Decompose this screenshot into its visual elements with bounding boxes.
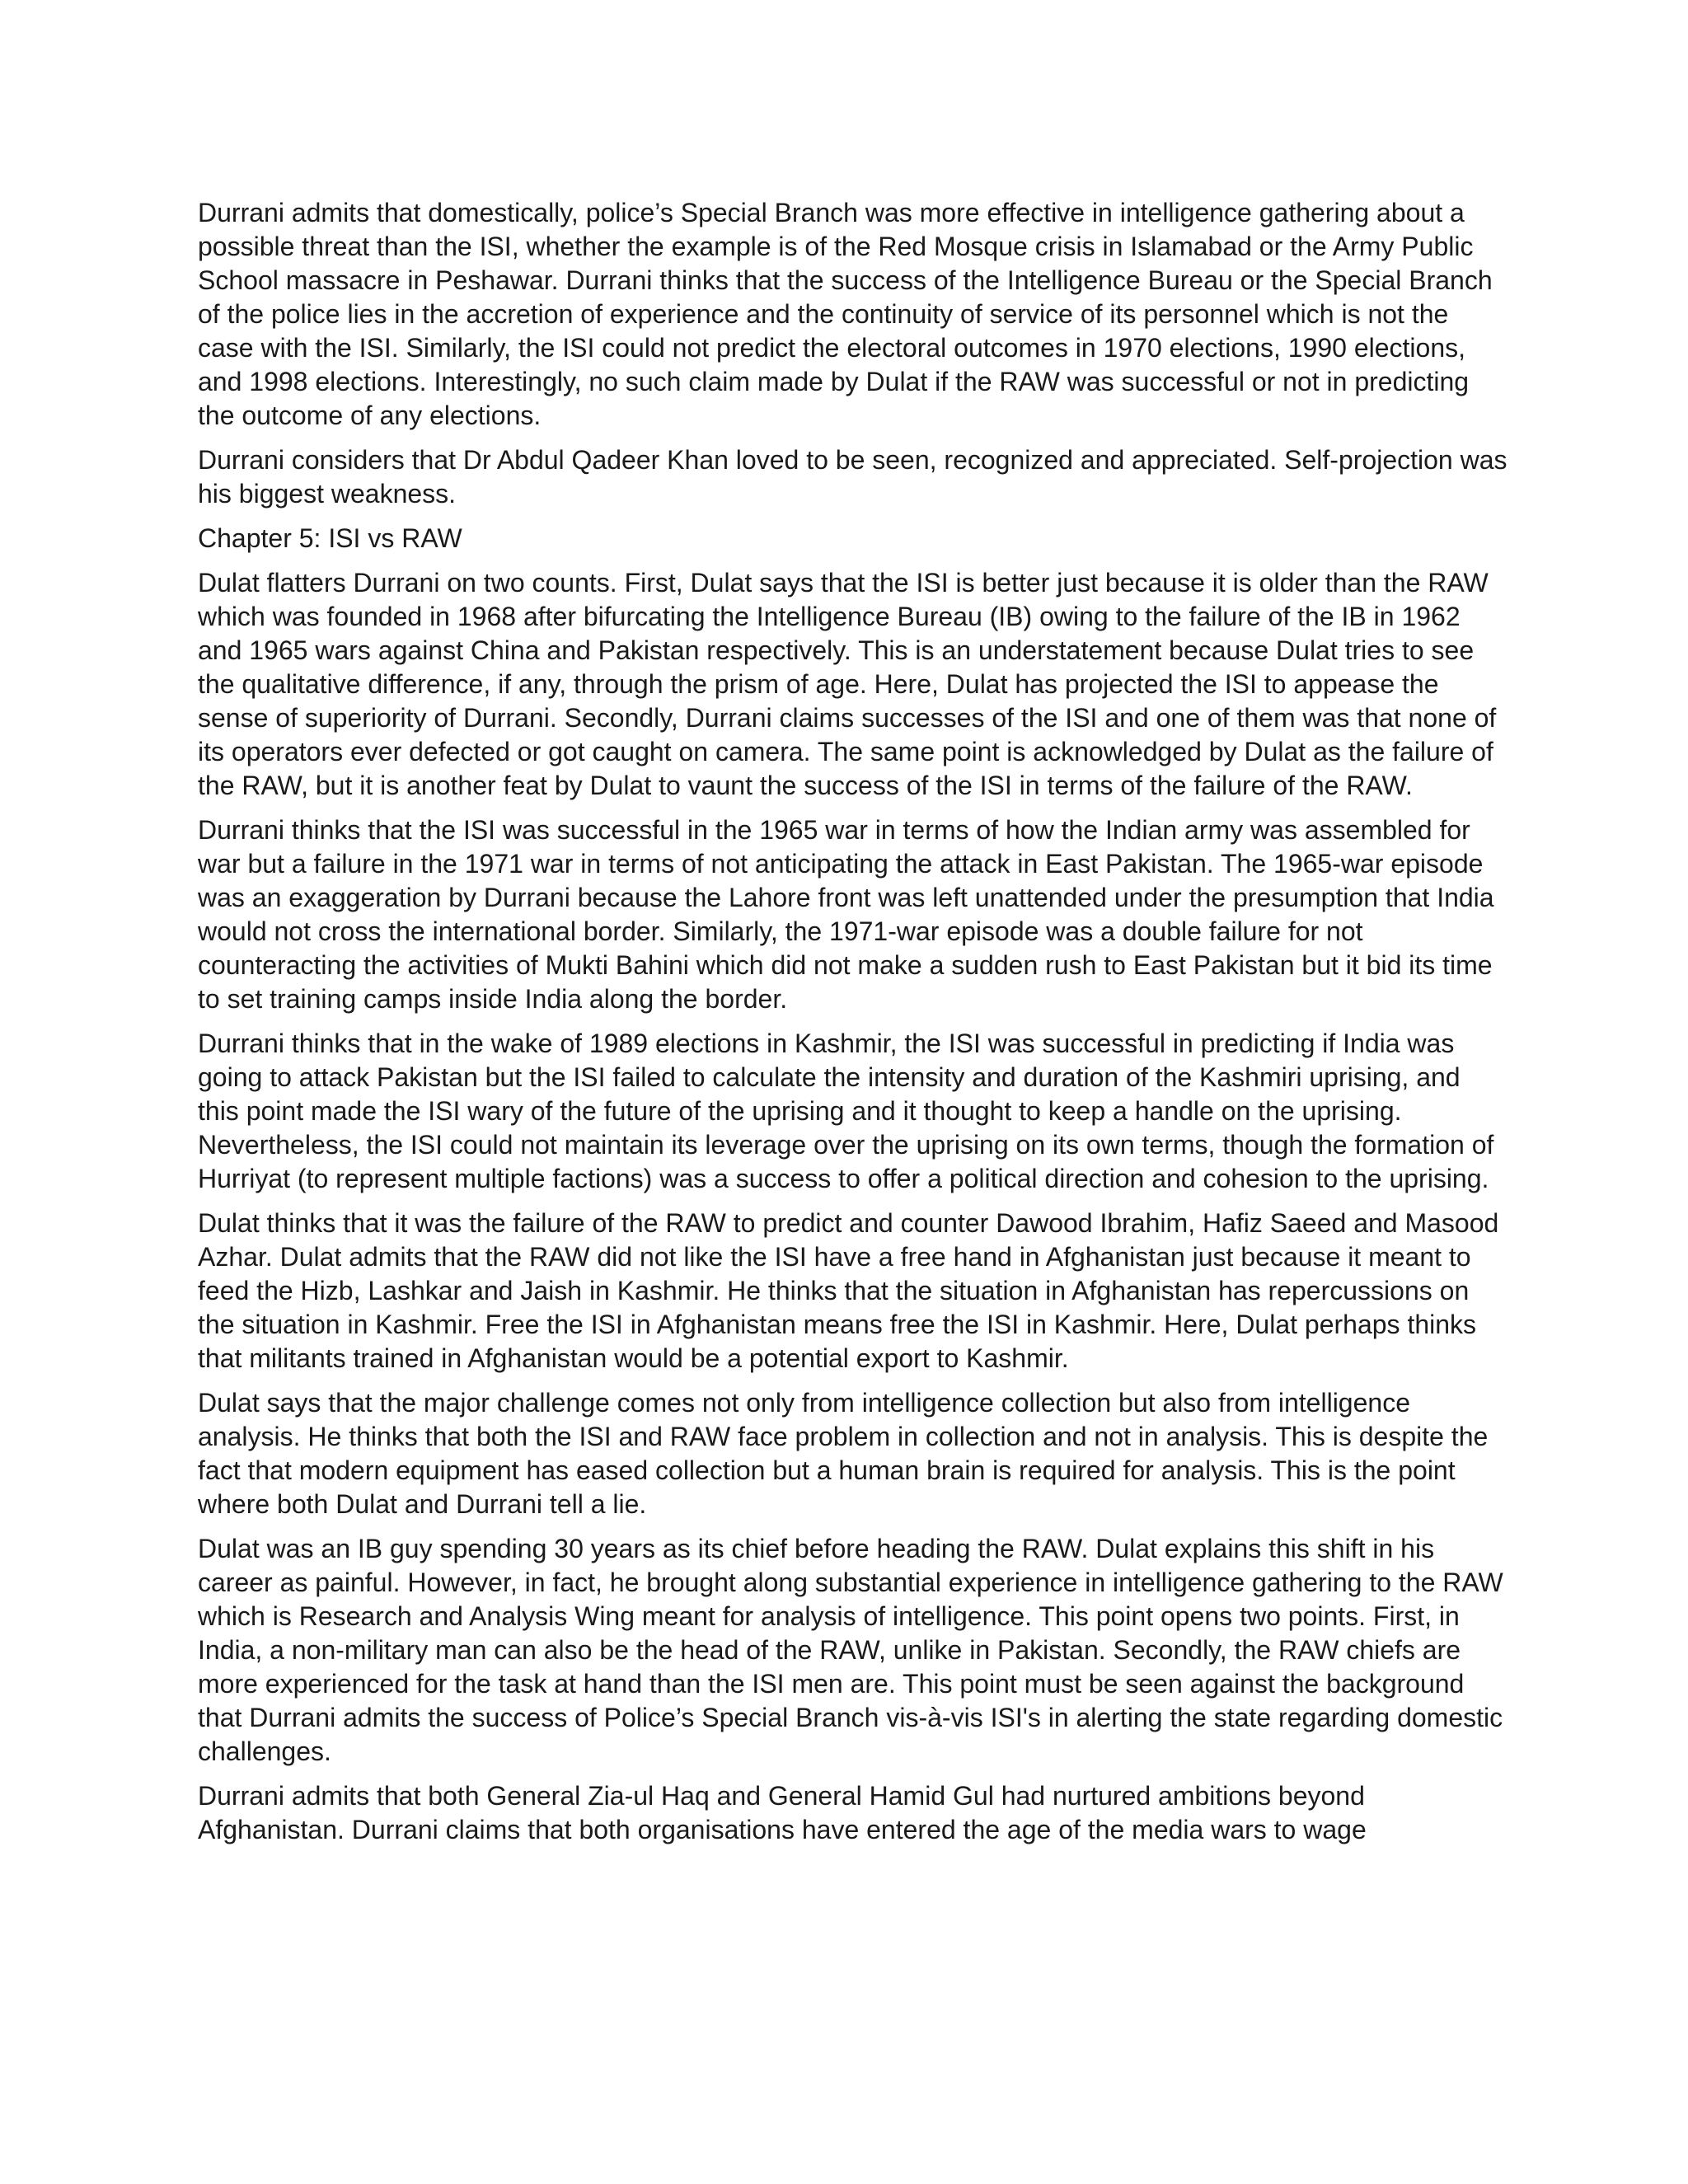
chapter-heading: Chapter 5: ISI vs RAW — [198, 523, 462, 553]
paragraph-media-wars: Durrani admits that both General Zia-ul Haq and General Hamid Gul had nurtured ambitions beyond Afghanistan. Durrani claims that both organisations have entered the age of the media wars to wage — [198, 1781, 1367, 1844]
paragraph-dulat-career: Dulat was an IB guy spending 30 years as its chief before heading the RAW. Dulat explains this shift in his career as painful. However, in fact, he brought along substantial experience in intelligence gathering to the RAW which is Research and Analysis Wing meant for analysis of intelligence. This point opens two points. First, in India, a non-military man can also be the head of the RAW, unlike in Pakistan. Secondly, the RAW chiefs are more experienced for the task at hand than the ISI men are. This point must be seen against the background that Durrani admits the success of Police’s Special Branch vis-à-vis ISI's in alerting the state regarding domestic challenges. — [198, 1534, 1503, 1766]
paragraph-aq-khan: Durrani considers that Dr Abdul Qadeer Khan loved to be seen, recognized and appreciated. Self-projection was his biggest weakness. — [198, 445, 1507, 509]
paragraph-intelligence-analysis: Dulat says that the major challenge comes not only from intelligence collection but also from intelligence analysis. He thinks that both the ISI and RAW face problem in collection and not in analysis. This is despite the fact that modern equipment has eased collection but a human brain is required for analysis. This is the point where both Dulat and Durrani tell a lie. — [198, 1388, 1489, 1519]
document-page — [198, 196, 1508, 1858]
paragraph-dulat-flatters: Dulat flatters Durrani on two counts. First, Dulat says that the ISI is better just because it is older than the RAW which was founded in 1968 after bifurcating the Intelligence Bureau (IB) owing to the failure of the IB in 1962 and 1965 wars against China and Pakistan respectively. This is an understatement because Dulat tries to see the qualitative difference, if any, through the prism of age. Here, Dulat has projected the ISI to appease the sense of superiority of Durrani. Secondly, Durrani claims successes of the ISI and one of them was that none of its operators ever defected or got caught on camera. The same point is acknowledged by Dulat as the failure of the RAW, but it is another feat by Dulat to vaunt the success of the ISI in terms of the failure of the RAW. — [198, 568, 1497, 800]
paragraph-domestic-intelligence: Durrani admits that domestically, police’s Special Branch was more effective in intelligence gathering about a possible threat than the ISI, whether the example is of the Red Mosque crisis in Islamabad or the Army Public School massacre in Peshawar. Durrani thinks that the success of the Intelligence Bureau or the Special Branch of the police lies in the accretion of experience and the continuity of service of its personnel which is not the case with the ISI. Similarly, the ISI could not predict the electoral outcomes in 1970 elections, 1990 elections, and 1998 elections. Interestingly, no such claim made by Dulat if the RAW was successful or not in predicting the outcome of any elections. — [198, 198, 1493, 430]
paragraph-raw-failure: Dulat thinks that it was the failure of the RAW to predict and counter Dawood Ibrahim, Hafiz Saeed and Masood Azhar. Dulat admits that the RAW did not like the ISI have a free hand in Afghanistan just because it meant to feed the Hizb, Lashkar and Jaish in Kashmir. He thinks that the situation in Afghanistan has repercussions on the situation in Kashmir. Free the ISI in Afghanistan means free the ISI in Kashmir. Here, Dulat perhaps thinks that militants trained in Afghanistan would be a potential export to Kashmir. — [198, 1208, 1499, 1373]
paragraph-1965-1971-wars: Durrani thinks that the ISI was successful in the 1965 war in terms of how the Indian army was assembled for war but a failure in the 1971 war in terms of not anticipating the attack in East Pakistan. The 1965-war episode was an exaggeration by Durrani because the Lahore front was left unattended under the presumption that India would not cross the international border. Similarly, the 1971-war episode was a double failure for not counteracting the activities of Mukti Bahini which did not make a sudden rush to East Pakistan but it bid its time to set training camps inside India along the border. — [198, 815, 1494, 1014]
paragraph-kashmir-uprising: Durrani thinks that in the wake of 1989 elections in Kashmir, the ISI was successful in predicting if India was going to attack Pakistan but the ISI failed to calculate the intensity and duration of the Kashmiri uprising, and this point made the ISI wary of the future of the uprising and it thought to keep a handle on the uprising. Nevertheless, the ISI could not maintain its leverage over the uprising on its own terms, though the formation of Hurriyat (to represent multiple factions) was a success to offer a political direction and cohesion to the uprising. — [198, 1029, 1494, 1193]
